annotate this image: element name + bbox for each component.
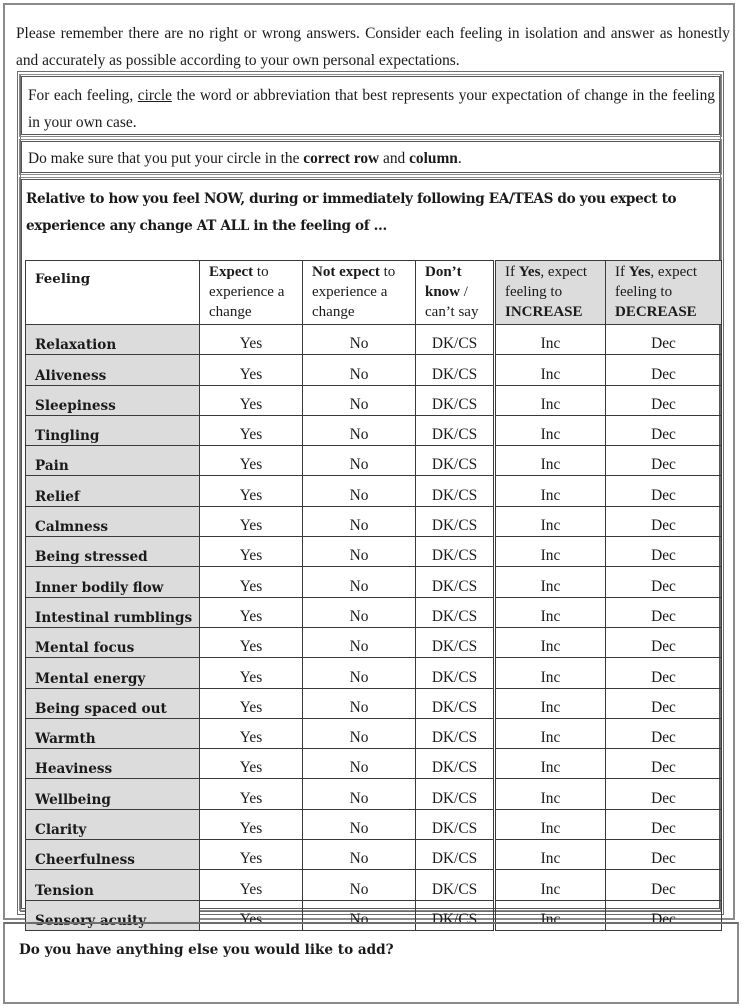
option-inc[interactable]: Inc <box>495 537 606 567</box>
option-no[interactable]: No <box>303 325 416 355</box>
option-dk-cs[interactable]: DK/CS <box>416 749 495 779</box>
table-row <box>26 658 722 688</box>
option-inc[interactable]: Inc <box>495 688 606 718</box>
option-no[interactable]: No <box>303 385 416 415</box>
circle-instruction: For each feeling, circle the word or abbreviation that best represents your expectation of change in the feeling in your own case. <box>28 87 715 131</box>
feeling-label: Cheerfulness <box>26 840 200 870</box>
table-row <box>26 840 722 870</box>
option-yes[interactable]: Yes <box>200 658 303 688</box>
option-dec[interactable]: Dec <box>606 415 722 445</box>
option-no[interactable]: No <box>303 870 416 900</box>
option-dec[interactable]: Dec <box>606 809 722 839</box>
option-no[interactable]: No <box>303 567 416 597</box>
feeling-label: Relaxation <box>26 325 200 355</box>
option-inc[interactable]: Inc <box>495 415 606 445</box>
option-yes[interactable]: Yes <box>200 749 303 779</box>
option-no[interactable]: No <box>303 415 416 445</box>
option-dk-cs[interactable]: DK/CS <box>416 900 495 930</box>
option-inc[interactable]: Inc <box>495 355 606 385</box>
option-yes[interactable]: Yes <box>200 779 303 809</box>
option-dec[interactable]: Dec <box>606 658 722 688</box>
table-header-row <box>26 261 722 325</box>
option-inc[interactable]: Inc <box>495 718 606 748</box>
option-inc[interactable]: Inc <box>495 870 606 900</box>
option-no[interactable]: No <box>303 749 416 779</box>
option-inc[interactable]: Inc <box>495 779 606 809</box>
circle-word: circle <box>137 87 172 104</box>
option-inc[interactable]: Inc <box>495 385 606 415</box>
option-no[interactable]: No <box>303 627 416 657</box>
question-heading: Relative to how you feel NOW, during or immediately following EA/TEAS do you expect to experience any change AT ALL in the feeling of … <box>26 191 677 234</box>
option-dec[interactable]: Dec <box>606 506 722 536</box>
option-dk-cs[interactable]: DK/CS <box>416 840 495 870</box>
feeling-label: Tingling <box>26 415 200 445</box>
table-row <box>26 597 722 627</box>
option-no[interactable]: No <box>303 506 416 536</box>
option-dk-cs[interactable]: DK/CS <box>416 567 495 597</box>
additional-comments-box <box>3 922 739 1004</box>
option-dk-cs[interactable]: DK/CS <box>416 476 495 506</box>
option-dec[interactable]: Dec <box>606 688 722 718</box>
option-yes[interactable]: Yes <box>200 537 303 567</box>
option-yes[interactable]: Yes <box>200 415 303 445</box>
option-no[interactable]: No <box>303 840 416 870</box>
header-not-expect: Not expect to experience a change <box>303 261 416 325</box>
option-dk-cs[interactable]: DK/CS <box>416 809 495 839</box>
option-dk-cs[interactable]: DK/CS <box>416 446 495 476</box>
question-box <box>21 179 720 929</box>
option-dec[interactable]: Dec <box>606 597 722 627</box>
option-no[interactable]: No <box>303 688 416 718</box>
header-feeling: Feeling <box>26 261 200 325</box>
feeling-label: Intestinal rumblings <box>26 597 200 627</box>
feeling-label: Sleepiness <box>26 385 200 415</box>
option-dec[interactable]: Dec <box>606 718 722 748</box>
table-row <box>26 537 722 567</box>
option-no[interactable]: No <box>303 355 416 385</box>
option-no[interactable]: No <box>303 537 416 567</box>
table-row <box>26 446 722 476</box>
option-yes[interactable]: Yes <box>200 355 303 385</box>
option-yes[interactable]: Yes <box>200 627 303 657</box>
option-dk-cs[interactable]: DK/CS <box>416 325 495 355</box>
feeling-label: Calmness <box>26 506 200 536</box>
option-dec[interactable]: Dec <box>606 627 722 657</box>
feelings-table <box>25 260 722 931</box>
table-row <box>26 325 722 355</box>
option-yes[interactable]: Yes <box>200 597 303 627</box>
feeling-label: Being stressed <box>26 537 200 567</box>
option-yes[interactable]: Yes <box>200 476 303 506</box>
option-yes[interactable]: Yes <box>200 900 303 930</box>
option-inc[interactable]: Inc <box>495 325 606 355</box>
instructions-container <box>17 71 724 929</box>
option-yes[interactable]: Yes <box>200 446 303 476</box>
feeling-label: Wellbeing <box>26 779 200 809</box>
option-yes[interactable]: Yes <box>200 809 303 839</box>
feeling-label: Being spaced out <box>26 688 200 718</box>
option-no[interactable]: No <box>303 718 416 748</box>
option-dec[interactable]: Dec <box>606 537 722 567</box>
table-row <box>26 749 722 779</box>
option-yes[interactable]: Yes <box>200 567 303 597</box>
feeling-label: Heaviness <box>26 749 200 779</box>
header-increase: If Yes, expect feeling to INCREASE <box>495 261 606 325</box>
option-dec[interactable]: Dec <box>606 840 722 870</box>
option-inc[interactable]: Inc <box>495 840 606 870</box>
feeling-label: Tension <box>26 870 200 900</box>
option-dec[interactable]: Dec <box>606 476 722 506</box>
table-row <box>26 567 722 597</box>
option-yes[interactable]: Yes <box>200 506 303 536</box>
header-dont-know: Don’t know / can’t say <box>416 261 495 325</box>
option-no[interactable]: No <box>303 809 416 839</box>
table-row <box>26 688 722 718</box>
option-no[interactable]: No <box>303 779 416 809</box>
option-dk-cs[interactable]: DK/CS <box>416 658 495 688</box>
table-row <box>26 385 722 415</box>
feeling-label: Inner bodily flow <box>26 567 200 597</box>
option-dec[interactable]: Dec <box>606 325 722 355</box>
option-yes[interactable]: Yes <box>200 718 303 748</box>
option-dec[interactable]: Dec <box>606 355 722 385</box>
option-inc[interactable]: Inc <box>495 476 606 506</box>
table-row <box>26 476 722 506</box>
option-dk-cs[interactable]: DK/CS <box>416 385 495 415</box>
table-row <box>26 415 722 445</box>
option-dk-cs[interactable]: DK/CS <box>416 537 495 567</box>
option-inc[interactable]: Inc <box>495 506 606 536</box>
option-dk-cs[interactable]: DK/CS <box>416 779 495 809</box>
circle-instruction-box <box>21 76 720 135</box>
feeling-label: Sensory acuity <box>26 900 200 930</box>
option-no[interactable]: No <box>303 446 416 476</box>
option-dec[interactable]: Dec <box>606 749 722 779</box>
option-dk-cs[interactable]: DK/CS <box>416 506 495 536</box>
option-inc[interactable]: Inc <box>495 446 606 476</box>
table-row <box>26 718 722 748</box>
feelings-table-body <box>26 325 722 931</box>
option-dk-cs[interactable]: DK/CS <box>416 355 495 385</box>
feeling-label: Relief <box>26 476 200 506</box>
table-row <box>26 779 722 809</box>
option-yes[interactable]: Yes <box>200 840 303 870</box>
feeling-label: Mental energy <box>26 658 200 688</box>
option-no[interactable]: No <box>303 597 416 627</box>
option-dk-cs[interactable]: DK/CS <box>416 688 495 718</box>
option-inc[interactable]: Inc <box>495 809 606 839</box>
table-row <box>26 627 722 657</box>
row-column-instruction: Do make sure that you put your circle in the correct row and column. <box>28 150 462 167</box>
row-column-instruction-box <box>21 141 720 173</box>
table-row <box>26 355 722 385</box>
option-yes[interactable]: Yes <box>200 385 303 415</box>
intro-paragraph: Please remember there are no right or wrong answers. Consider each feeling in isolation and answer as honestly and accurately as possible according to your own personal expectations. <box>16 25 730 69</box>
option-dk-cs[interactable]: DK/CS <box>416 627 495 657</box>
option-inc[interactable]: Inc <box>495 627 606 657</box>
option-inc[interactable]: Inc <box>495 658 606 688</box>
feeling-label: Aliveness <box>26 355 200 385</box>
option-yes[interactable]: Yes <box>200 688 303 718</box>
option-dec[interactable]: Dec <box>606 900 722 930</box>
option-inc[interactable]: Inc <box>495 900 606 930</box>
feeling-label: Warmth <box>26 718 200 748</box>
table-row <box>26 809 722 839</box>
option-no[interactable]: No <box>303 658 416 688</box>
feeling-label: Mental focus <box>26 627 200 657</box>
option-dk-cs[interactable]: DK/CS <box>416 597 495 627</box>
table-row <box>26 870 722 900</box>
additional-comments-question: Do you have anything else you would like to add? <box>19 942 394 958</box>
feeling-label: Pain <box>26 446 200 476</box>
header-expect: Expect to experience a change <box>200 261 303 325</box>
option-inc[interactable]: Inc <box>495 567 606 597</box>
option-inc[interactable]: Inc <box>495 597 606 627</box>
table-row <box>26 506 722 536</box>
option-dk-cs[interactable]: DK/CS <box>416 415 495 445</box>
option-dec[interactable]: Dec <box>606 870 722 900</box>
option-inc[interactable]: Inc <box>495 749 606 779</box>
feeling-label: Clarity <box>26 809 200 839</box>
option-dec[interactable]: Dec <box>606 385 722 415</box>
option-no[interactable]: No <box>303 900 416 930</box>
option-dec[interactable]: Dec <box>606 779 722 809</box>
option-yes[interactable]: Yes <box>200 870 303 900</box>
header-decrease: If Yes, expect feeling to DECREASE <box>606 261 722 325</box>
option-dk-cs[interactable]: DK/CS <box>416 718 495 748</box>
option-no[interactable]: No <box>303 476 416 506</box>
option-dec[interactable]: Dec <box>606 567 722 597</box>
option-yes[interactable]: Yes <box>200 325 303 355</box>
option-dec[interactable]: Dec <box>606 446 722 476</box>
option-dk-cs[interactable]: DK/CS <box>416 870 495 900</box>
